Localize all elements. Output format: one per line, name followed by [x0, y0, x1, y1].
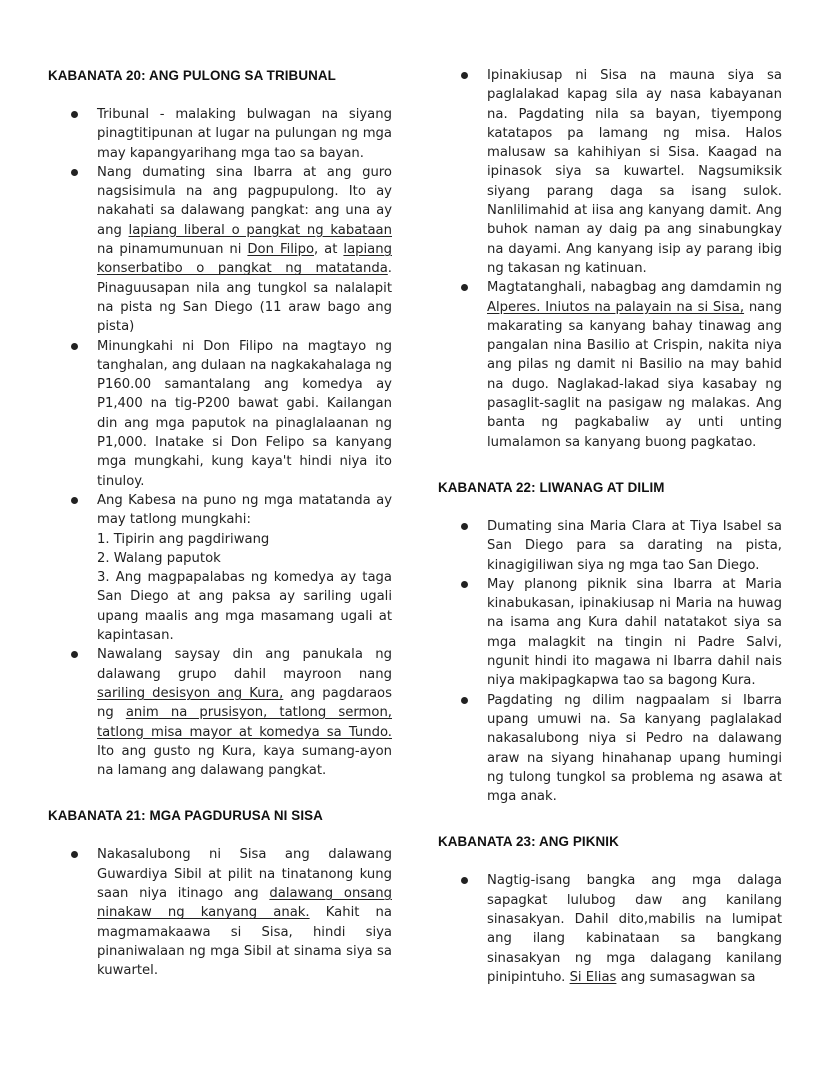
bullet-text: Minungkahi ni Don Filipo na magtayo ng tanghalan, ang dulaan na nagkakahalaga ng P160.00 samantalang ang komedya ay P1,400 na tig-P200 bawat gabi. Kailangan din ang mga paputok na pinaglalaanan ng P1,000. Inatake si Don Felipo sa kanyang mga mungkahi, kung kaya't hindi niya ito tinuloy.: [97, 338, 392, 489]
bullet-list-kabanata-21-continued: [438, 66, 782, 452]
bullet-list-kabanata-21: [48, 845, 392, 980]
bullet-item: [438, 66, 782, 278]
bullet-text: Nawalang saysay din ang panukala ng dalawang grupo dahil mayroon nang: [97, 647, 392, 682]
right-column: [438, 60, 782, 1015]
bullet-text: . Pinaguusapan nila ang tungkol sa nalalapit na pista ng San Diego (11 araw bago ang pista): [97, 261, 392, 335]
bullet-item: [438, 575, 782, 691]
sub-item: 3. Ang magpapalabas ng komedya ay taga San Diego at ang paksa ay sariling ugali upang maalis ang mga masamang ugali at kapintasan.: [97, 570, 392, 644]
heading-kabanata-21: KABANATA 21: MGA PAGDURUSA NI SISA: [48, 808, 323, 824]
bullet-item: [438, 871, 782, 987]
bullet-text: Ito ang gusto ng Kura, kaya sumang-ayon na lamang ang dalawang pangkat.: [97, 743, 392, 779]
bullet-text: ang sumasagwan sa: [616, 969, 756, 985]
underlined-text: Alperes. Iniutos na palayain na si Sisa,: [487, 299, 745, 315]
bullet-text: , at: [314, 242, 344, 258]
sub-item: 2. Walang paputok: [97, 550, 221, 566]
heading-kabanata-22: KABANATA 22: LIWANAG AT DILIM: [438, 479, 665, 495]
underlined-text: Si Elias: [569, 969, 617, 985]
sub-item: 1. Tipirin ang pagdiriwang: [97, 531, 270, 547]
bullet-text: Kahit na magmamakaawa si Sisa, hindi siya pinaniwalaan ng mga Sibil at sinama siya sa kuwartel.: [97, 905, 392, 979]
bullet-item: [48, 845, 392, 980]
underlined-text: lapiang konserbatibo o pangkat ng matatanda: [97, 242, 392, 277]
bullet-text: nang makarating sa kanyang bahay tinawag ang pangalan nina Basilio at Crispin, nakita niya ang pilas ng damit ni Basilio na may bahid na dugo. Naglakad-lakad siya kasabay ng pasaglit-saglit na pasigaw ng malakas. Ang banta ng pagkabaliw ay unti unting lumalamon sa kanyang buong pagkatao.: [487, 299, 782, 450]
underlined-text: lapiang liberal o pangkat ng kabataan: [128, 222, 392, 238]
bullet-text: Tribunal - malaking bulwagan na siyang pinagtitipunan at lugar na pulungan ng mga may kapangyarihang mga tao sa bayan.: [97, 107, 392, 161]
bullet-text: na pinamumunuan ni: [97, 242, 248, 258]
bullet-text: May planong piknik sina Ibarra at Maria kinabukasan, ipinakiusap ni Maria na huwag na isama ang Kura dahil natatakot siya sa mga malagkit na tingin ni Padre Salvi, ngunit hindi ito magawa ni Ibarra dahil nais niya makipagkapwa tao sa bagong Kura.: [487, 576, 782, 689]
bullet-text: Magtatanghali, nabagbag ang damdamin ng: [487, 280, 782, 296]
bullet-text: Ang Kabesa na puno ng mga matatanda ay may tatlong mungkahi:: [97, 492, 392, 528]
bullet-list-kabanata-22: [438, 517, 782, 806]
underlined-text: sariling desisyon ang Kura,: [97, 685, 284, 701]
bullet-text: ang pagdaraos ng: [97, 685, 392, 721]
bullet-text: Ipinakiusap ni Sisa na mauna siya sa paglalakad kapag sila ay nasa kabayanan na. Pagdating nila sa bayan, tiyempong katatapos pa lamang ng misa. Halos malusaw sa kahihiyan si Sisa. Kaagad na ipinasok siya sa kuwartel. Nagsumiksik siyang parang daga sa isang sulok. Nanlilimahid at iisa ang kanyang damit. Ang buhok naman ay daig pa ang sinabungkay na dayami. Ang kanyang isip ay parang ibig ng takasan ng katinuan.: [487, 68, 782, 276]
bullet-list-kabanata-20: [48, 105, 392, 780]
bullet-item: [48, 337, 392, 491]
bullet-text: Nagtig-isang bangka ang mga dalaga sapagkat lulubog daw ang kanilang sinasakyan. Dahil dito,mabilis na lumipat ang ilang kabinataan sa bangkang sinasakyan ng mga dalagang kanilang pinipintuho.: [487, 873, 782, 985]
bullet-item: [438, 517, 782, 575]
bullet-item: [48, 105, 392, 163]
bullet-list-kabanata-23: [438, 871, 782, 987]
heading-kabanata-20: KABANATA 20: ANG PULONG SA TRIBUNAL: [48, 68, 336, 83]
left-column: [48, 60, 392, 1008]
bullet-item: [48, 645, 392, 780]
bullet-text: Dumating sina Maria Clara at Tiya Isabel sa San Diego para sa darating na pista, kinagigiliwan siya ng mga tao San Diego.: [487, 518, 782, 573]
bullet-item: [48, 163, 392, 337]
bullet-text: Nakasalubong ni Sisa ang dalawang Guwardiya Sibil at pilit na tinatanong kung saan niya itinago ang: [97, 847, 392, 901]
bullet-text: Pagdating ng dilim nagpaalam si Ibarra upang umuwi na. Sa kanyang paglalakad nakasalubong niya si Pedro na dalawang araw na siyang hinahanap upang humingi ng tulong tungkol sa problema ng asawa at mga anak.: [487, 692, 782, 805]
bullet-text: Nang dumating sina Ibarra at ang guro nagsisimula na ang pagpupulong. Ito ay nakahati sa dalawang pangkat: ang una ay ang: [97, 164, 392, 238]
bullet-item: [438, 691, 782, 807]
underlined-text: dalawang onsang ninakaw ng kanyang anak.: [97, 885, 392, 921]
heading-kabanata-23: KABANATA 23: ANG PIKNIK: [438, 834, 619, 850]
bullet-item: [48, 491, 392, 645]
bullet-item: [438, 278, 782, 452]
underlined-text: Don Filipo: [247, 242, 315, 258]
underlined-text: anim na prusisyon, tatlong sermon, tatlong misa mayor at komedya sa Tundo.: [97, 705, 392, 740]
